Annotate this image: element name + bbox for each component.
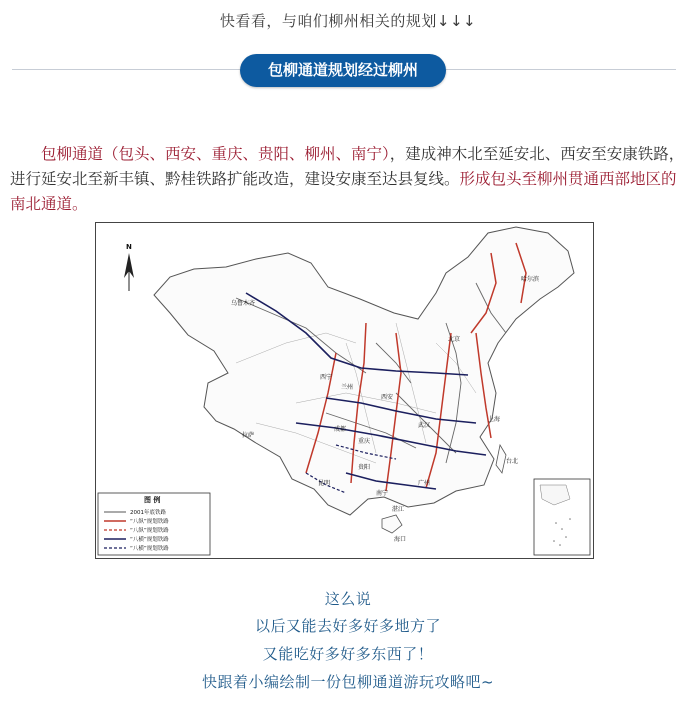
taiwan-island	[496, 445, 506, 473]
city-label: 西宁	[320, 374, 333, 381]
summary-text: 形成包头至柳州贯通西部地区的南北通道。	[10, 170, 677, 213]
city-label: 湛江	[392, 506, 405, 513]
city-label: 贵阳	[358, 464, 371, 471]
section-title-badge: 包柳通道规划经过柳州	[240, 54, 446, 87]
china-railway-map-graphic	[96, 223, 593, 558]
outro-line-4: 快跟着小编绘制一份包柳通道游玩攻略吧~	[201, 673, 495, 691]
legend-item-label: “八横”规划铁路	[130, 546, 169, 552]
map-legend	[98, 493, 210, 555]
city-label: 北京	[448, 336, 461, 343]
railway-map	[95, 222, 594, 559]
city-label: 哈尔滨	[521, 276, 540, 283]
outro-line-3: 又能吃好多好多东西了！	[262, 645, 434, 663]
intro-text: 快看看，与咱们柳州相关的规划↓↓↓	[219, 12, 477, 30]
city-label: 海口	[394, 536, 407, 543]
construction-text: ，建成神木北至延安北、西安至安康铁路，进行延安北至新丰镇、黔桂铁路扩能改造，建设安康至达县复线。	[10, 145, 685, 188]
south-china-sea-inset	[534, 479, 590, 555]
city-label: 西安	[381, 394, 394, 401]
city-label: 上海	[488, 416, 501, 423]
china-outline	[154, 227, 574, 515]
legend-item-label: “八纵”规划铁路	[130, 519, 169, 525]
north-label: N	[126, 243, 132, 251]
city-label: 广州	[418, 480, 431, 487]
legend-item-label: 2001年底铁路	[130, 510, 166, 516]
legend-item-label: “八纵”规划铁路	[130, 528, 169, 534]
city-label: 南宁	[376, 490, 389, 497]
north-arrow	[124, 243, 134, 291]
outro-line-1: 这么说	[324, 590, 372, 608]
hainan-island	[382, 515, 402, 533]
city-label: 拉萨	[242, 432, 255, 439]
city-label: 昆明	[318, 480, 331, 487]
city-label: 台北	[506, 458, 519, 465]
city-label: 武汉	[418, 422, 431, 429]
city-label: 兰州	[341, 384, 354, 391]
description-paragraph	[10, 142, 686, 217]
city-label: 乌鲁木齐	[231, 300, 256, 307]
outro-line-2: 以后又能去好多好多地方了	[254, 617, 441, 635]
city-label: 成都	[334, 426, 347, 433]
legend-title: 图 例	[144, 496, 161, 504]
route-cities-text: 包柳通道（包头、西安、重庆、贵阳、柳州、南宁）	[41, 145, 390, 163]
legend-item-label: “八横”规划铁路	[130, 537, 169, 543]
city-label: 重庆	[358, 438, 371, 445]
